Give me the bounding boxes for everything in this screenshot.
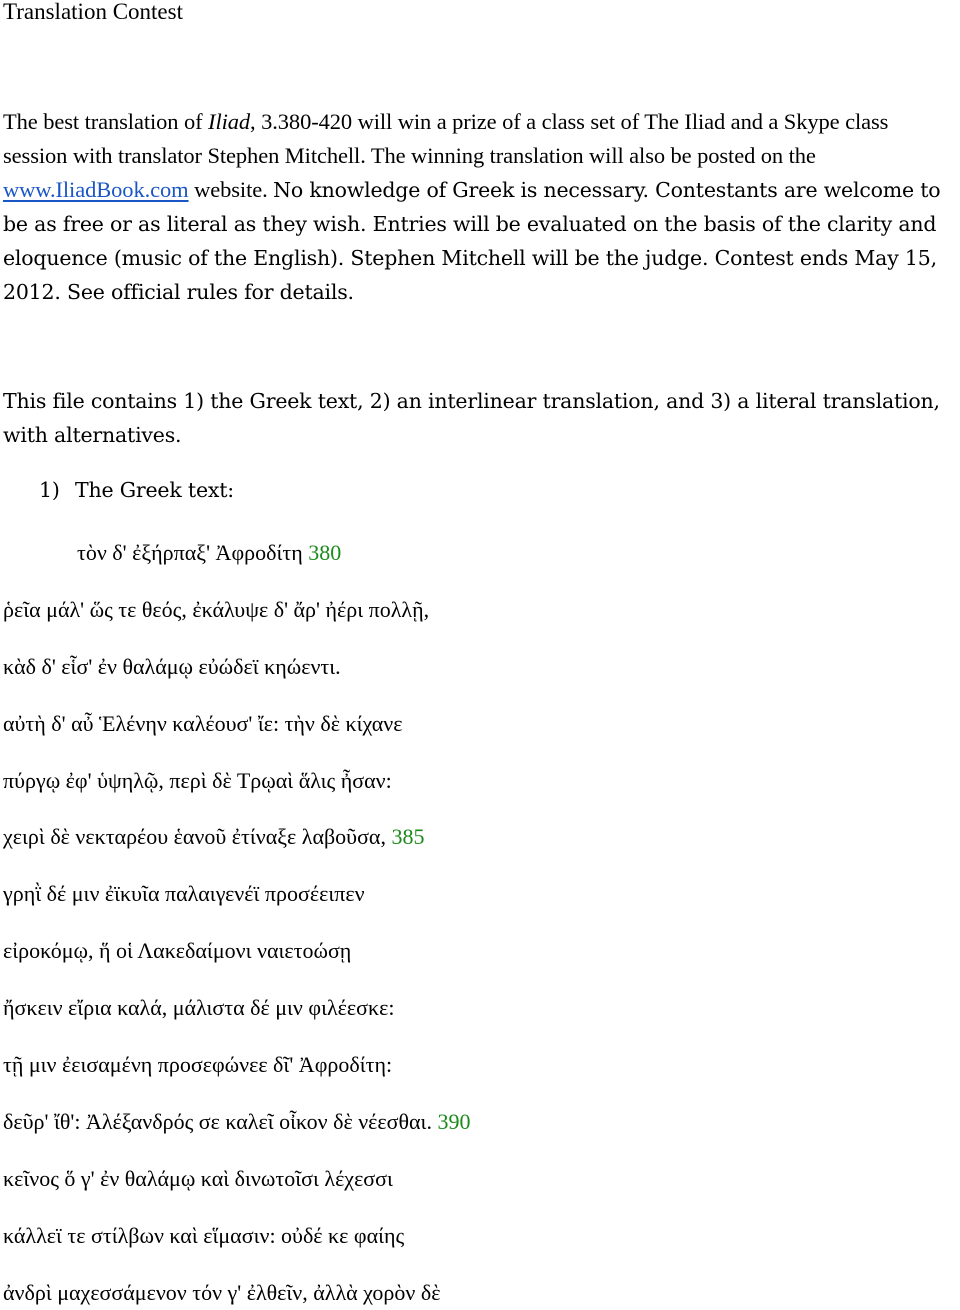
greek-line-text: ἤσκειν εἴρια καλά, μάλιστα δέ μιν φιλέεσκε: (3, 995, 395, 1020)
greek-line (3, 766, 392, 796)
greek-line (3, 936, 351, 966)
greek-line-text: αὐτὴ δ' αὖ Ἑλένην καλέουσ' ἴε: τὴν δὲ κίχανε (3, 711, 403, 736)
greek-line (3, 595, 429, 625)
greek-line-text: χειρὶ δὲ νεκταρέου ἑανοῦ ἐτίναξε λαβοῦσα, (3, 824, 392, 849)
greek-line-text: εἰροκόμῳ, ἥ οἱ Λακεδαίμονι ναιετοώσῃ (3, 938, 352, 963)
greek-line-text: κεῖνος ὅ γ' ἐν θαλάμῳ καὶ δινωτοῖσι λέχεσσι (3, 1166, 393, 1191)
greek-line (3, 1107, 470, 1137)
section-title: The Greek text: (75, 478, 234, 502)
greek-line (77, 538, 341, 568)
document-title: Translation Contest (3, 0, 183, 24)
iliadbook-link[interactable]: www.IliadBook.com (3, 177, 189, 202)
line-number: 380 (308, 540, 342, 565)
iliad-title: Iliad (208, 109, 251, 134)
section-heading-greek-text (39, 473, 234, 507)
file-contents-paragraph: This file contains 1) the Greek text, 2) an interlinear translation, and 3) a literal translation, with alternatives. (3, 389, 940, 447)
greek-line (3, 1164, 393, 1194)
greek-line-text: κὰδ δ' εἷσ' ἐν θαλάμῳ εὐώδεϊ κηώεντι. (3, 654, 341, 679)
greek-line (3, 652, 341, 682)
prize-text-intro: The best translation of (3, 109, 209, 134)
greek-line (3, 1278, 440, 1308)
greek-line-text: δεῦρ' ἴθ': Ἀλέξανδρός σε καλεῖ οἶκον δὲ νέεσθαι. (3, 1109, 438, 1134)
greek-line-text: τῇ μιν ἐεισαμένη προσεφώνεε δῖ' Ἀφροδίτη: (3, 1052, 393, 1077)
prize-text-rules: No knowledge of Greek is necessary. Contestants are welcome to be as free or as literal as they wish. Entries will be evaluated on the basis of the clarity and eloquence (music of the English). Stephen Mitchell will be the judge. Contest ends May 15, 2012. See official rules for details. (3, 178, 941, 304)
line-number: 385 (391, 824, 425, 849)
prize-paragraph (3, 105, 958, 309)
greek-line-text: κάλλεϊ τε στίλβων καὶ εἵμασιν: οὐδέ κε φαίης (3, 1223, 405, 1248)
line-number: 390 (437, 1109, 471, 1134)
greek-line-text: τὸν δ' ἐξήρπαξ' Ἀφροδίτη (77, 540, 309, 565)
greek-line (3, 1221, 404, 1251)
greek-line (3, 1050, 392, 1080)
greek-line (3, 879, 365, 909)
greek-line-text: πύργῳ ἐφ' ὑψηλῷ, περὶ δὲ Τρῳαὶ ἅλις ἦσαν: (3, 768, 392, 793)
greek-line (3, 993, 394, 1023)
greek-line-text: γρηῒ δέ μιν ἐϊκυῖα παλαιγενέϊ προσέειπεν (3, 881, 365, 906)
prize-text-website: website. (188, 177, 274, 202)
greek-line (3, 709, 402, 739)
section-number: 1) (39, 478, 60, 502)
prize-text-main: , 3.380-420 will win a prize of a class set of The Iliad and a Skype class session with translator Stephen Mitchell. The winning translation will also be posted on the (3, 109, 889, 168)
greek-line-text: ἀνδρὶ μαχεσσάμενον τόν γ' ἐλθεῖν, ἀλλὰ χορὸν δὲ (3, 1280, 441, 1305)
greek-line-text: ῥεῖα μάλ' ὥς τε θεός, ἐκάλυψε δ' ἄρ' ἠέρι πολλῇ, (3, 597, 430, 622)
greek-line (3, 822, 424, 852)
